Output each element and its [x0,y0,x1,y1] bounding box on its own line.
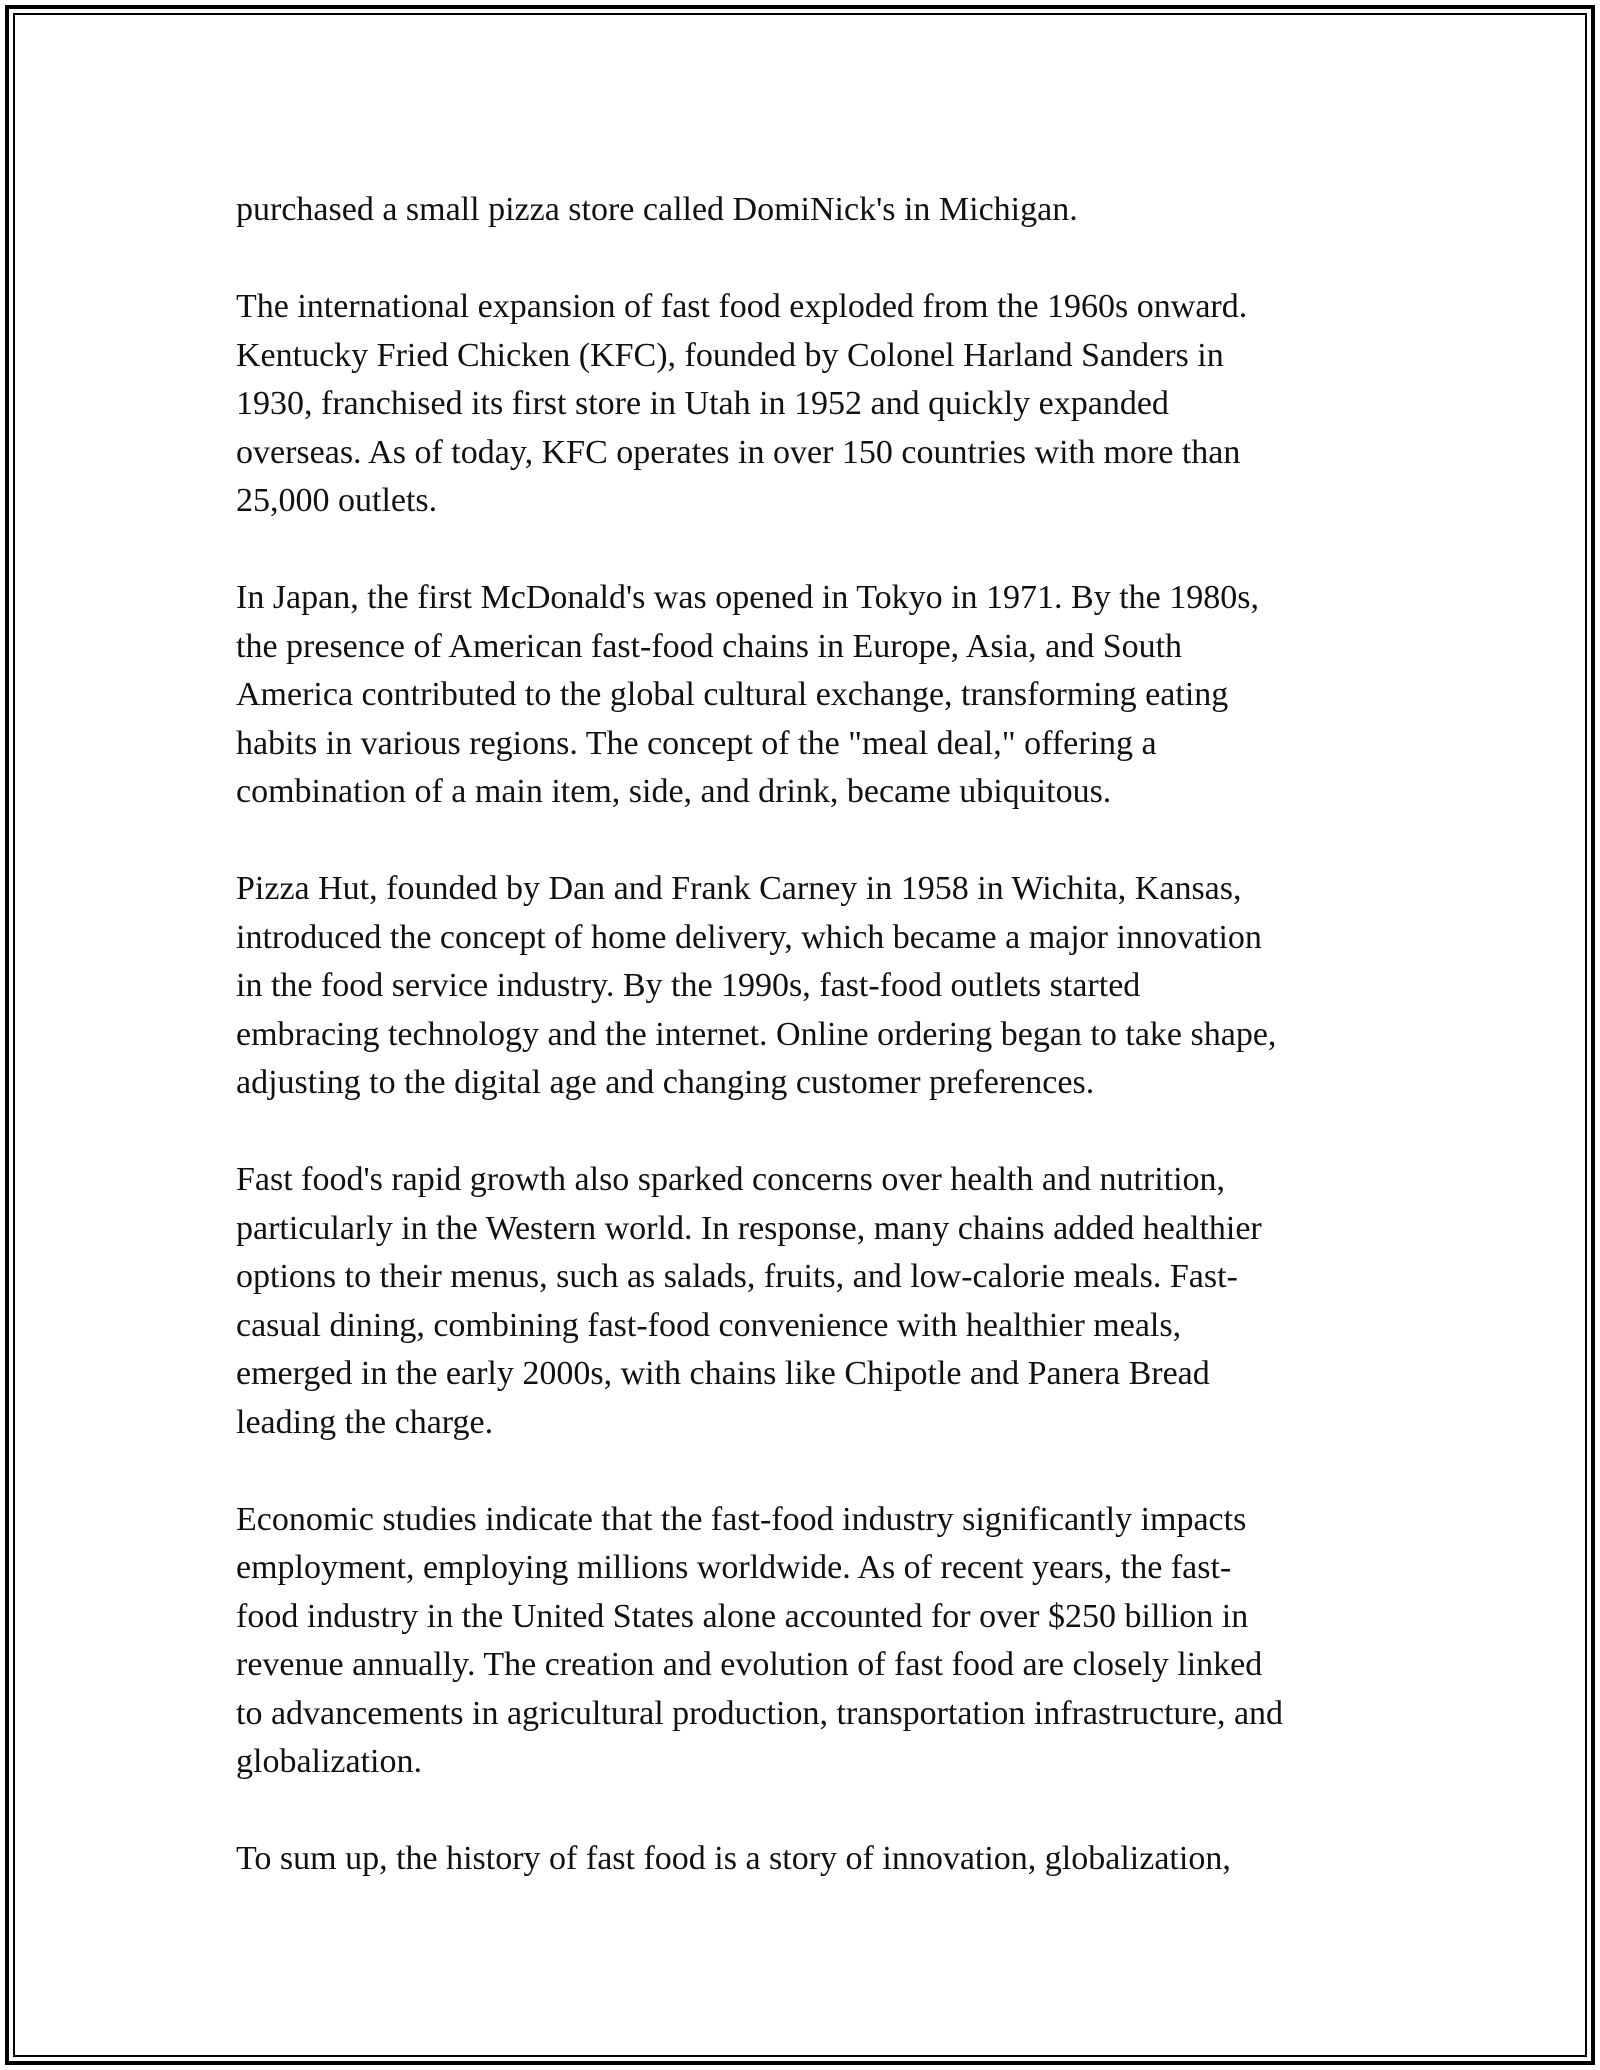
paragraph: To sum up, the history of fast food is a story of innovation, globalization, [236,1840,1231,1877]
document-body [236,186,1396,1932]
paragraph: In Japan, the first McDonald's was opened in Tokyo in 1971. By the 1980s, the presence of American fast-food chains in Europe, Asia, and South America contributed to the global cultural exchange, transforming eating habits in various regions. The concept of the "meal deal," offering a combination of a main item, side, and drink, became ubiquitous. [236,579,1259,810]
paragraph: Pizza Hut, founded by Dan and Frank Carney in 1958 in Wichita, Kansas, introduced the concept of home delivery, which became a major innovation in the food service industry. By the 1990s, fast-food outlets started embracing technology and the internet. Online ordering began to take shape, adjusting to the digital age and changing customer preferences. [236,870,1277,1101]
paragraph: Fast food's rapid growth also sparked concerns over health and nutrition, particularly in the Western world. In response, many chains added healthier options to their menus, such as salads, fruits, and low-calorie meals. Fast- casual dining, combining fast-food convenience with healthier meals, emerged in the early 2000s, with chains like Chipotle and Panera Bread leading the charge. [236,1161,1262,1441]
paragraph: Economic studies indicate that the fast-food industry significantly impacts employment, employing millions worldwide. As of recent years, the fast- food industry in the United States alone accounted for over $250 billion in revenue annually. The creation and evolution of fast food are closely linked to advancements in agricultural production, transportation infrastructure, and globalization. [236,1500,1284,1780]
paragraph: purchased a small pizza store called DomiNick's in Michigan. [236,191,1078,228]
paragraph: The international expansion of fast food exploded from the 1960s onward. Kentucky Fried Chicken (KFC), founded by Colonel Harland Sanders in 1930, franchised its first store in Utah in 1952 and quickly expanded overseas. As of today, KFC operates in over 150 countries with more than 25,000 outlets. [236,288,1248,519]
